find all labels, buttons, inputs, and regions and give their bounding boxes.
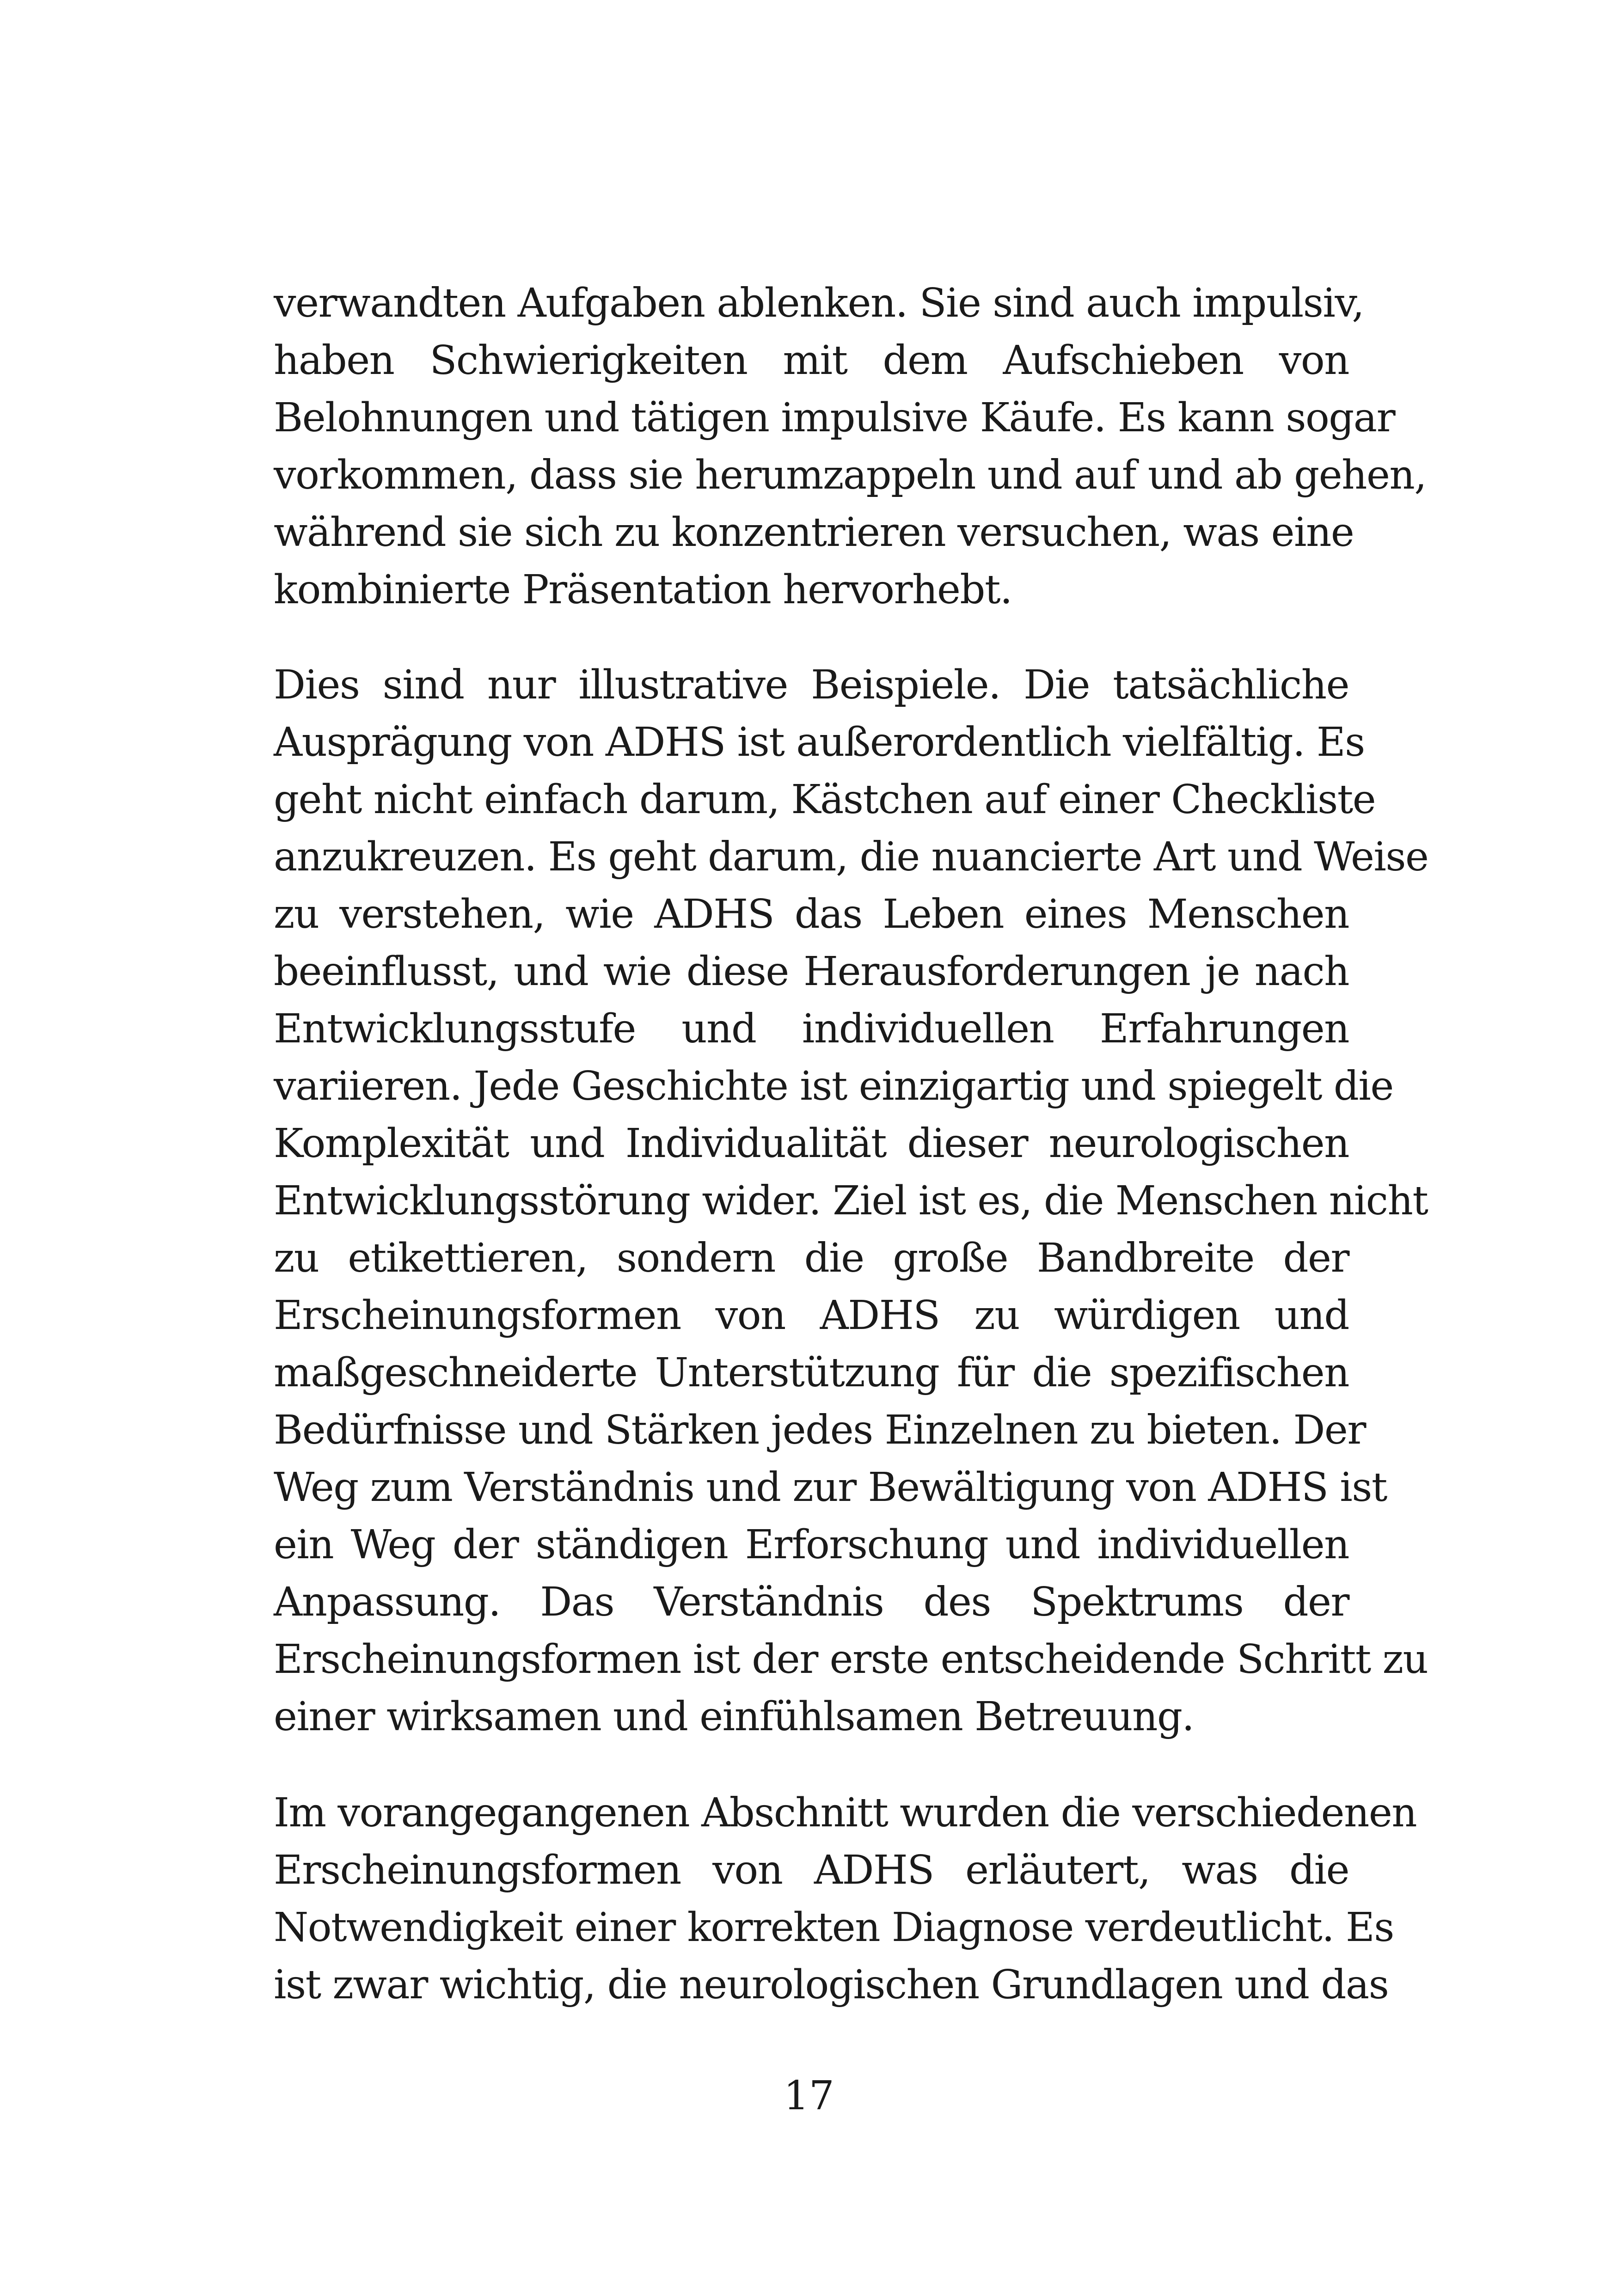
text-line: Notwendigkeit einer korrekten Diagnose verdeutlicht. Es bbox=[274, 1904, 1394, 1951]
text-line: Weg zum Verständnis und zur Bewältigung von ADHS ist bbox=[274, 1464, 1387, 1511]
text-line: während sie sich zu konzentrieren versuchen, was eine bbox=[274, 509, 1354, 556]
text-line: ist zwar wichtig, die neurologischen Grundlagen und das bbox=[274, 1962, 1389, 2008]
text-line: vorkommen, dass sie herumzappeln und auf und ab gehen, bbox=[274, 452, 1427, 498]
text-line: maßgeschneiderte Unterstützung für die spezifischen bbox=[274, 1350, 1349, 1396]
text-line: Ausprägung von ADHS ist außerordentlich vielfältig. Es bbox=[274, 719, 1365, 765]
text-line: Anpassung. Das Verständnis des Spektrums der bbox=[274, 1579, 1349, 1625]
text-line: Erscheinungsformen ist der erste entscheidende Schritt zu bbox=[274, 1636, 1428, 1683]
text-line: beeinflusst, und wie diese Herausforderungen je nach bbox=[274, 949, 1349, 995]
text-line: Dies sind nur illustrative Beispiele. Die tatsächliche bbox=[274, 662, 1349, 708]
text-line: variieren. Jede Geschichte ist einzigartig und spiegelt die bbox=[274, 1063, 1393, 1109]
text-line: haben Schwierigkeiten mit dem Aufschieben von bbox=[274, 337, 1349, 384]
text-line: Entwicklungsstufe und individuellen Erfahrungen bbox=[274, 1006, 1349, 1052]
page-number: 17 bbox=[784, 2073, 834, 2119]
text-line: geht nicht einfach darum, Kästchen auf einer Checkliste bbox=[274, 777, 1376, 823]
text-line: ein Weg der ständigen Erforschung und individuellen bbox=[274, 1522, 1349, 1568]
text-line: einer wirksamen und einfühlsamen Betreuung. bbox=[274, 1694, 1194, 1740]
text-line: verwandten Aufgaben ablenken. Sie sind auch impulsiv, bbox=[274, 280, 1364, 326]
text-line: Komplexität und Individualität dieser neurologischen bbox=[274, 1120, 1349, 1167]
text-line: Belohnungen und tätigen impulsive Käufe. Es kann sogar bbox=[274, 395, 1395, 441]
text-line: Im vorangegangenen Abschnitt wurden die verschiedenen bbox=[274, 1790, 1417, 1836]
text-line: Bedürfnisse und Stärken jedes Einzelnen zu bieten. Der bbox=[274, 1407, 1366, 1453]
text-line: zu etikettieren, sondern die große Bandbreite der bbox=[274, 1235, 1349, 1281]
text-line: kombinierte Präsentation hervorhebt. bbox=[274, 567, 1012, 613]
text-line: Erscheinungsformen von ADHS erläutert, was die bbox=[274, 1847, 1349, 1893]
text-line: Entwicklungsstörung wider. Ziel ist es, die Menschen nicht bbox=[274, 1178, 1428, 1224]
text-line: anzukreuzen. Es geht darum, die nuancierte Art und Weise bbox=[274, 834, 1428, 880]
text-line: zu verstehen, wie ADHS das Leben eines Menschen bbox=[274, 891, 1349, 937]
text-line: Erscheinungsformen von ADHS zu würdigen und bbox=[274, 1292, 1349, 1339]
